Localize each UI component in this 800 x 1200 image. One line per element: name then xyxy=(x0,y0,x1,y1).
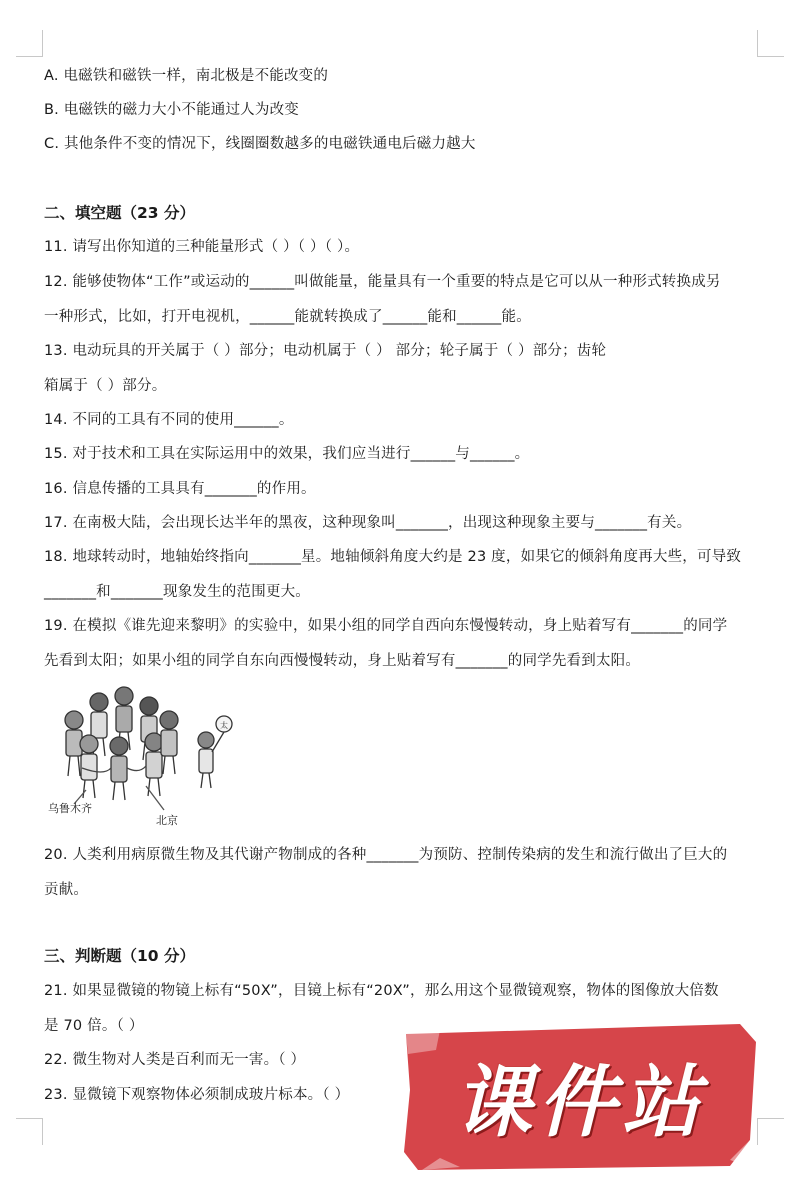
question-17: 17. 在南极大陆，会出现长达半年的黑夜，这种现象叫_______，出现这种现象主要与_______有关。 xyxy=(44,515,692,531)
child-figure xyxy=(110,737,128,800)
option-c: C. 其他条件不变的情况下，线圈圈数越多的电磁铁通电后磁力越大 xyxy=(44,136,476,152)
crop-mark-bottom-left xyxy=(16,1118,43,1145)
child-figure xyxy=(145,733,163,796)
question-15: 15. 对于技术和工具在实际运用中的效果，我们应当进行______与______。 xyxy=(44,446,530,462)
question-12-line-2: 一种形式，比如，打开电视机，______能就转换成了______能和______能。 xyxy=(44,309,531,325)
question-14: 14. 不同的工具有不同的使用______。 xyxy=(44,412,294,428)
child-figure xyxy=(80,735,98,798)
question-12-line-1: 12. 能够使物体“工作”或运动的______叫做能量，能量具有一个重要的特点是它可以从一种形式转换成另 xyxy=(44,274,721,290)
question-19-line-2: 先看到太阳；如果小组的同学自东向西慢慢转动，身上贴着写有_______的同学先看到太阳。 xyxy=(44,653,641,669)
question-19-line-1: 19. 在模拟《谁先迎来黎明》的实验中，如果小组的同学自西向东慢慢转动，身上贴着写有_______的同学 xyxy=(44,618,728,634)
watermark-text: 课件站 xyxy=(453,1058,706,1148)
balloon-label: 太 xyxy=(220,721,228,730)
question-11: 11. 请写出你知道的三种能量形式（ ）（ ）（ ）。 xyxy=(44,239,360,255)
question-20-line-2: 贡献。 xyxy=(44,882,89,898)
section-heading-true-false: 三、判断题（10 分） xyxy=(44,947,195,965)
children-rotation-illustration xyxy=(44,684,244,832)
child-figure xyxy=(160,711,178,774)
question-23: 23. 显微镜下观察物体必须制成玻片标本。（ ） xyxy=(44,1087,350,1103)
section-heading-fill-blank: 二、填空题（23 分） xyxy=(44,204,195,222)
label-urumqi: 乌鲁木齐 xyxy=(48,802,92,815)
question-13-line-2: 箱属于（ ）部分。 xyxy=(44,378,167,394)
option-a: A. 电磁铁和磁铁一样，南北极是不能改变的 xyxy=(44,68,329,84)
question-18-line-1: 18. 地球转动时，地轴始终指向_______星。地轴倾斜角度大约是 23 度，如果它的倾斜角度再大些，可导致 xyxy=(44,549,742,565)
question-16: 16. 信息传播的工具具有_______的作用。 xyxy=(44,481,316,497)
question-21-line-1: 21. 如果显微镜的物镜上标有“50X”，目镜上标有“20X”，那么用这个显微镜观察，物体的图像放大倍数 xyxy=(44,983,719,999)
option-b: B. 电磁铁的磁力大小不能通过人为改变 xyxy=(44,102,299,118)
watermark-stamp xyxy=(400,1020,760,1172)
question-21-line-2: 是 70 倍。（ ） xyxy=(44,1018,144,1034)
label-beijing: 北京 xyxy=(156,814,178,827)
crop-mark-bottom-right xyxy=(757,1118,784,1145)
crop-mark-top-left xyxy=(16,30,43,57)
question-18-line-2: _______和_______现象发生的范围更大。 xyxy=(44,584,310,600)
question-20-line-1: 20. 人类利用病原微生物及其代谢产物制成的各种_______为预防、控制传染病的发生和流行做出了巨大的 xyxy=(44,847,728,863)
question-22: 22. 微生物对人类是百利而无一害。（ ） xyxy=(44,1052,306,1068)
crop-mark-top-right xyxy=(757,30,784,57)
question-13-line-1: 13. 电动玩具的开关属于（ ）部分；电动机属于（ ） 部分；轮子属于（ ）部分；齿轮 xyxy=(44,343,607,359)
